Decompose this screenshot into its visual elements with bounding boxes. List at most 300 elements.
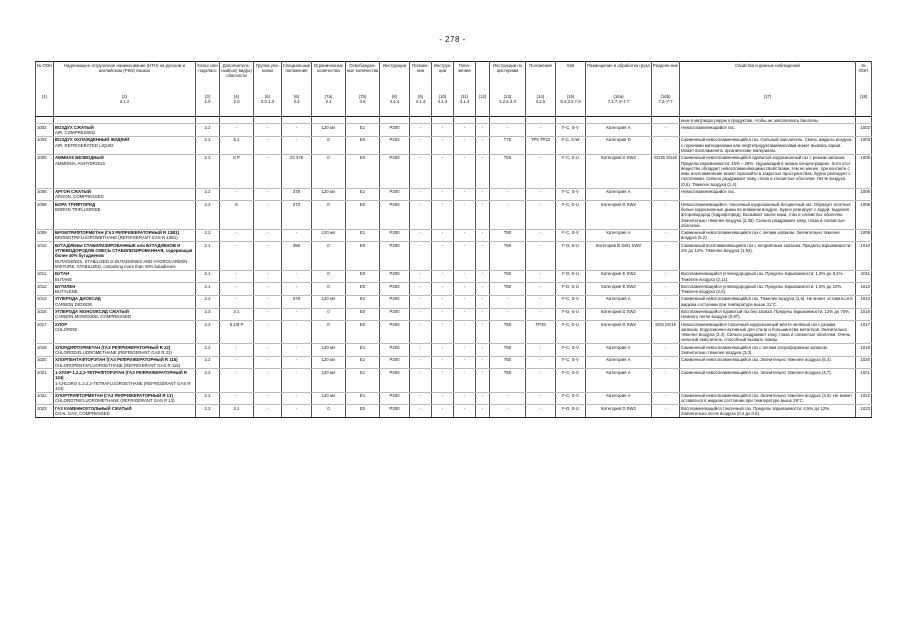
cell-sub: 8 — [220, 201, 254, 229]
column-index: (7a) — [324, 93, 333, 99]
cell-c12: - — [476, 321, 490, 344]
cell-pg: - — [254, 356, 282, 369]
shipping-name-en: COAL GAS, COMPRESSED — [55, 411, 110, 417]
cell-pi: P200 — [380, 356, 410, 369]
column-header-un2: № ООН — [856, 62, 872, 94]
cell-tp: - — [526, 270, 556, 283]
column-number-un2 — [856, 93, 872, 117]
column-number-stow — [586, 93, 652, 117]
column-index: (18) — [859, 93, 868, 99]
cell-pi: P203 — [380, 136, 410, 154]
cell-seg: - — [652, 369, 680, 392]
cell-props: Воспламеняющийся ядовитый газ без запаха. Пределы взрываемости: 12% до 75%. Немного легче воздуха (0,97). — [680, 308, 856, 321]
cell-shipping-name — [54, 124, 196, 137]
column-header-sp: Специальные положения — [282, 62, 312, 94]
column-index: (16b) — [660, 93, 671, 99]
cell-pp: - — [410, 124, 432, 137]
table-row — [36, 283, 872, 296]
cell-c12: - — [476, 283, 490, 296]
cell-tp: - — [526, 201, 556, 229]
cell-pg: - — [254, 242, 282, 270]
cell-ems: F-C, S-V — [556, 344, 586, 357]
column-reference: 2.0 — [233, 98, 240, 104]
cell-un: 1018 — [36, 344, 54, 357]
cell-un — [36, 117, 54, 124]
cell-eq: E1 — [346, 392, 380, 405]
cell-shipping-name — [54, 201, 196, 229]
cell-cls: 2.2 — [196, 136, 220, 154]
cell-stow: Категория A — [586, 356, 652, 369]
cell-lq: 0 — [312, 242, 346, 270]
cell-pg: - — [254, 201, 282, 229]
cell-tp: - — [526, 356, 556, 369]
table-row — [36, 344, 872, 357]
cell-ibcp: - — [454, 392, 476, 405]
shipping-name-ru: УГЛЕРОДА ДИОКСИД — [55, 296, 101, 302]
shipping-name-ru: ХЛОР — [55, 321, 68, 327]
cell-un2: 1022 — [856, 392, 872, 405]
cell-tp: - — [526, 283, 556, 296]
cell-tp: TP19 — [526, 321, 556, 344]
shipping-name-en: BORON TRIFLUORIDE — [55, 206, 101, 212]
column-header-pi: Инструкции — [380, 62, 410, 94]
cell-un2: 1018 — [856, 344, 872, 357]
column-header-pp: Положе-ния — [410, 62, 432, 94]
cell-pg: - — [254, 295, 282, 308]
cell-ti: T50 — [490, 270, 526, 283]
cell-sub: - — [220, 242, 254, 270]
cell-ems: F-C, S-V — [556, 188, 586, 201]
cell-sub: - — [220, 270, 254, 283]
cell-un: 1011 — [36, 270, 54, 283]
shipping-name-en: BUTADIENES, STABILIZED or BUTADIENES AND HYDROCARBON MIXTURE, STABILIZED, containing more than 40% butadienes — [55, 258, 188, 269]
cell-eq: E0 — [346, 136, 380, 154]
cell-sub — [220, 117, 254, 124]
cell-ibcp: - — [454, 405, 476, 418]
cell-pp: - — [410, 295, 432, 308]
cell-props: Невоспламеняющийся газ. — [680, 188, 856, 201]
cell-un: 1021 — [36, 369, 54, 392]
cell-ems: F-D, S-U — [556, 405, 586, 418]
cell-un2 — [856, 117, 872, 124]
cell-c12: - — [476, 124, 490, 137]
cell-eq: E0 — [346, 242, 380, 270]
cell-tp: - — [526, 405, 556, 418]
cell-pi: P200 — [380, 270, 410, 283]
cell-eq: E0 — [346, 308, 380, 321]
cell-shipping-name — [54, 242, 196, 270]
cell-props: Сжиженный невоспламеняющийся ядовитый коррозионный газ с резким запахом. Пределы взрываемости: 15% – 28%. Удушающий в низких концентрациях. Хотя этот вещество обладает невоспламеняющими свойствами, тем не менее, при контакте с ним, воспламенение может произойти в закрытых пространствах. Бурно реагирует с галогенами. Сильно раздражает кожу, глаза и слизистые оболочки. Легче воздуха (0,6). Тяжелее воздуха (1,4). — [680, 154, 856, 188]
column-reference: 4.2.5 — [535, 98, 546, 104]
shipping-name-ru: БУТАДИЕНЫ СТАБИЛИЗИРОВАННЫЕ или БУТАДИЕНОВ И УГЛЕВОДОРОДОВ СМЕСЬ СТАБИЛИЗИРОВАННАЯ, содержащая более 40% бутадиенов — [55, 242, 193, 259]
cell-lq: 0 — [312, 283, 346, 296]
table-row — [36, 242, 872, 270]
shipping-name-en: AMMONIA, ANHYDROUS — [55, 160, 106, 166]
cell-ibcp: - — [454, 154, 476, 188]
cell-ibcp: - — [454, 295, 476, 308]
cell-ibci: - — [432, 369, 454, 392]
column-number-cls — [196, 93, 220, 117]
cell-ti: T50 — [490, 356, 526, 369]
column-header-name: Надлежащее отгрузочное наименование (НТН) на русском и английском (PSN) языках — [54, 62, 196, 94]
cell-un: 1005 — [36, 154, 54, 188]
cell-ibcp: - — [454, 356, 476, 369]
cell-pg: - — [254, 124, 282, 137]
cell-un: 1013 — [36, 295, 54, 308]
cell-stow: Категория A — [586, 295, 652, 308]
cell-ems: F-C, S-V — [556, 124, 586, 137]
cell-cls: 2.1 — [196, 283, 220, 296]
cell-seg: - — [652, 136, 680, 154]
cell-ti: - — [490, 124, 526, 137]
shipping-name-ru: ХЛОРПЕНТАФТОРЭТАН (ГАЗ РЕФРИЖЕРАТОРНЫЙ R 115) — [55, 357, 178, 363]
column-header-sub: Дополнитель-ный(ые) вид(ы) опасности — [220, 62, 254, 94]
column-number-ibci — [432, 93, 454, 117]
cell-lq: 120 мл — [312, 124, 346, 137]
cell-ti: - — [490, 295, 526, 308]
cell-stow: Категория D — [586, 136, 652, 154]
cell-pg: - — [254, 392, 282, 405]
column-header-tp: Положения — [526, 62, 556, 94]
cell-shipping-name — [54, 117, 196, 124]
cell-ibcp: - — [454, 308, 476, 321]
cell-stow — [586, 117, 652, 124]
cell-cls: 2.2 — [196, 369, 220, 392]
cell-un2: 1021 — [856, 369, 872, 392]
cell-lq: 120 мл — [312, 295, 346, 308]
shipping-name-ru: АММИАК БЕЗВОДНЫЙ — [55, 155, 104, 161]
cell-ibci: - — [432, 136, 454, 154]
cell-shipping-name — [54, 369, 196, 392]
column-reference: 4.2.5 4.3 — [499, 98, 516, 104]
shipping-name-en: CHLOROTRIFLUOROMETHANE (REFRIGERANT GAS R 13) — [55, 398, 175, 404]
cell-pg: - — [254, 369, 282, 392]
shipping-name-ru: ГАЗ КАМЕННОУГОЛЬНЫЙ СЖАТЫЙ — [55, 405, 132, 411]
column-reference: 4.1.4 — [437, 98, 448, 104]
cell-un2: 1006 — [856, 188, 872, 201]
cell-stow: Категория A — [586, 392, 652, 405]
column-header-c12 — [476, 62, 490, 94]
cell-eq: E1 — [346, 369, 380, 392]
column-index: (15) — [566, 93, 575, 99]
cell-ems: F-C, S-W — [556, 136, 586, 154]
cell-cls: 2.2 — [196, 295, 220, 308]
cell-ti: T50 — [490, 283, 526, 296]
column-number-sp — [282, 93, 312, 117]
cell-ibci: - — [432, 308, 454, 321]
cell-pp: - — [410, 356, 432, 369]
cell-pg: - — [254, 188, 282, 201]
cell-lq: 120 мл — [312, 392, 346, 405]
cell-sub: 2.1 — [220, 308, 254, 321]
cell-un: 1017 — [36, 321, 54, 344]
cell-shipping-name — [54, 344, 196, 357]
shipping-name-en: BUTYLENE — [55, 289, 78, 295]
column-header-pg: Группа упа-ковки — [254, 62, 282, 94]
column-number-c12 — [476, 93, 490, 117]
cell-stow: Категория A — [586, 188, 652, 201]
column-number-props — [680, 93, 856, 117]
cell-stow: Категория D SW2 — [586, 154, 652, 188]
cell-props: Воспламеняющийся токсичный газ. Пределы взрываемости: 4,5% до 12%. Значительно легче воздуха (0,4 до 0,6). — [680, 405, 856, 418]
cell-props: Воспламеняющийся углеводородный газ. Пределы взрываемости: 1,6% до 10%. Тяжелее воздуха (2,0). — [680, 283, 856, 296]
cell-props: Сжиженный невоспламеняющийся газ с легким хлороформным запахом. Значительно тяжелее воздуха (3,0). — [680, 344, 856, 357]
shipping-name-ru: БУТИЛЕН — [55, 283, 76, 289]
cell-sub: 2.1 — [220, 405, 254, 418]
table-row — [36, 356, 872, 369]
shipping-name-ru: АРГОН СЖАТЫЙ — [55, 189, 91, 195]
cell-pi: P200 — [380, 201, 410, 229]
cell-lq: 0 — [312, 154, 346, 188]
cell-c12: - — [476, 369, 490, 392]
column-header-cls: Класс или подкласс — [196, 62, 220, 94]
cell-stow: Категория A — [586, 344, 652, 357]
cell-seg: - — [652, 283, 680, 296]
shipping-name-ru: УГЛЕРОДА МОНООКСИД СЖАТЫЙ — [55, 309, 129, 314]
table-row — [36, 229, 872, 242]
cell-pi: P200 — [380, 242, 410, 270]
cell-shipping-name — [54, 270, 196, 283]
cell-eq: E0 — [346, 201, 380, 229]
cell-seg: - — [652, 124, 680, 137]
column-index: (9) — [417, 93, 424, 99]
cell-pi: P200 — [380, 229, 410, 242]
column-index: (12) — [478, 93, 487, 99]
table-row — [36, 369, 872, 392]
cell-lq: 0 — [312, 136, 346, 154]
cell-sp: - — [282, 321, 312, 344]
cell-shipping-name — [54, 283, 196, 296]
cell-c12: - — [476, 229, 490, 242]
cell-ibcp: - — [454, 283, 476, 296]
column-reference: 2.0.1.3 — [260, 98, 275, 104]
cell-c12: - — [476, 242, 490, 270]
cell-un: 1008 — [36, 201, 54, 229]
column-reference: 2.0 — [204, 98, 211, 104]
column-reference: 4.1.4 — [459, 98, 470, 104]
cell-stow: Категория A — [586, 369, 652, 392]
cell-sp: - — [282, 270, 312, 283]
column-header-props: Свойства и данные наблюдений — [680, 62, 856, 94]
column-header-seg: Разделе-ние — [652, 62, 680, 94]
cell-pg: - — [254, 136, 282, 154]
column-header-un: № ООН — [36, 62, 54, 94]
shipping-name-en: AIR, REFRIGERATED LIQUID — [55, 142, 114, 148]
cell-seg: - — [652, 188, 680, 201]
column-index: (8) — [391, 93, 398, 99]
cell-pp: - — [410, 308, 432, 321]
column-index: (13) — [503, 93, 512, 99]
column-reference: 3.3 — [293, 98, 300, 104]
cell-seg: - — [652, 201, 680, 229]
cell-un: 1006 — [36, 188, 54, 201]
cell-seg — [652, 117, 680, 124]
cell-sub: 8 P — [220, 154, 254, 188]
cell-pi: P200 — [380, 405, 410, 418]
cell-ibci: - — [432, 321, 454, 344]
cell-eq: E1 — [346, 188, 380, 201]
cell-pi: P200 — [380, 295, 410, 308]
cell-seg: - — [652, 344, 680, 357]
cell-tp: - — [526, 308, 556, 321]
cell-lq: 0 — [312, 405, 346, 418]
column-index: (6) — [293, 93, 300, 99]
cell-sub: - — [220, 188, 254, 201]
cell-ems: F-C, S-U — [556, 201, 586, 229]
cell-stow: Категория A — [586, 229, 652, 242]
column-number-tp — [526, 93, 556, 117]
cell-ti — [490, 117, 526, 124]
cell-sub: - — [220, 229, 254, 242]
cell-props: Воспламеняющийся углеводородный газ. Пределы взрываемости: 1,8% до 8,4%. Тяжелее воздуха (2,11). — [680, 270, 856, 283]
cell-ems: F-C, S-V — [556, 295, 586, 308]
column-index: (1) — [41, 93, 48, 99]
cell-shipping-name — [54, 154, 196, 188]
cell-lq: 0 — [312, 321, 346, 344]
cell-un: 1003 — [36, 136, 54, 154]
cell-lq — [312, 117, 346, 124]
cell-pp: - — [410, 283, 432, 296]
shipping-name-en: BUTANE — [55, 276, 73, 282]
header-row — [36, 62, 872, 94]
shipping-name-en: AIR, COMPRESSED — [55, 130, 96, 136]
cell-ems: F-D, S-U — [556, 270, 586, 283]
cell-un2: 1002 — [856, 124, 872, 137]
column-header-ems: АвК — [556, 62, 586, 94]
cell-ems: F-C, S-V — [556, 392, 586, 405]
column-index: (2) — [121, 93, 128, 99]
table-row — [36, 124, 872, 137]
cell-pi: P200 — [380, 188, 410, 201]
cell-sp: - — [282, 405, 312, 418]
cell-un2: 1012 — [856, 283, 872, 296]
cell-sp: - — [282, 308, 312, 321]
cell-ibci: - — [432, 295, 454, 308]
cell-sp: - — [282, 369, 312, 392]
cell-stow: Категория D SW2 — [586, 201, 652, 229]
column-reference: 7.1 7.3–7.7 — [607, 98, 630, 104]
cell-props: ным в матрицах рядом к продуктам, чтобы не заполнялись баллоны. — [680, 117, 856, 124]
cell-cls: 2.3 — [196, 405, 220, 418]
cell-un: 1002 — [36, 124, 54, 137]
cell-ibci: - — [432, 124, 454, 137]
column-number-sub — [220, 93, 254, 117]
cell-ibci: - — [432, 356, 454, 369]
cell-tp: - — [526, 392, 556, 405]
cell-pp — [410, 117, 432, 124]
table-row — [36, 188, 872, 201]
cell-seg: - — [652, 295, 680, 308]
cell-ems: F-C, S-U — [556, 154, 586, 188]
cell-stow: Категория A — [586, 124, 652, 137]
column-header-eq: Освобожден-ные количества — [346, 62, 380, 94]
cell-sp: - — [282, 356, 312, 369]
cell-stow: Категория D SW2 — [586, 308, 652, 321]
column-number-ibcp — [454, 93, 476, 117]
cell-ibci: - — [432, 242, 454, 270]
cell-pp: - — [410, 321, 432, 344]
cell-un2: 1016 — [856, 308, 872, 321]
shipping-name-en: BROMOTRIFLUOROMETHANE (REFRIGERANT GAS R 13B1) — [55, 235, 178, 241]
cell-ibcp: - — [454, 344, 476, 357]
cell-cls: 2.3 — [196, 321, 220, 344]
cell-un: 1009 — [36, 229, 54, 242]
shipping-name-en: CHLORODIFLUOROMETHANE (REFRIGERANT GAS R 22) — [55, 350, 172, 356]
cell-props: Сжиженный невоспламеняющийся газ. Сильный окислитель. Смесь жидкого воздуха с горючими материалами или нефтепродуктами/маслами может вызвать взрыв. Может воспламенять органические материалы. — [680, 136, 856, 154]
cell-c12: - — [476, 405, 490, 418]
cell-eq: E0 — [346, 283, 380, 296]
cell-shipping-name — [54, 392, 196, 405]
cell-c12: - — [476, 136, 490, 154]
cell-props: Сжиженный невоспламеняющийся газ с легким запахом. Значительно тяжелее воздуха (5,2). — [680, 229, 856, 242]
cell-sp: 386 — [282, 242, 312, 270]
cell-un: 1020 — [36, 356, 54, 369]
column-index: (17) — [763, 93, 772, 99]
cell-seg: - — [652, 308, 680, 321]
dangerous-goods-list-table — [35, 61, 872, 418]
cell-tp: - — [526, 188, 556, 201]
column-reference: 4.1.4 — [389, 98, 400, 104]
cell-shipping-name — [54, 295, 196, 308]
cell-pg: - — [254, 270, 282, 283]
cell-lq: 120 мл — [312, 229, 346, 242]
cell-pp: - — [410, 154, 432, 188]
cell-tp: TP5 TP22 — [526, 136, 556, 154]
cell-ibci: - — [432, 392, 454, 405]
cell-ibci: - — [432, 201, 454, 229]
cell-sp: 378 — [282, 295, 312, 308]
cell-un2: 1010 — [856, 242, 872, 270]
cell-un: 1010 — [36, 242, 54, 270]
cell-sub: - — [220, 369, 254, 392]
cell-ti: T75 — [490, 136, 526, 154]
cell-tp: - — [526, 229, 556, 242]
column-number-eq — [346, 93, 380, 117]
cell-pi: P200 — [380, 124, 410, 137]
cell-ems: F-C, S-V — [556, 229, 586, 242]
table-row — [36, 201, 872, 229]
cell-tp: - — [526, 154, 556, 188]
cell-cls: 2.2 — [196, 356, 220, 369]
cell-pp: - — [410, 229, 432, 242]
cell-ibci: - — [432, 229, 454, 242]
cell-seg: SG35 SG46 — [652, 154, 680, 188]
cell-sp: - — [282, 229, 312, 242]
cell-un2: 1008 — [856, 201, 872, 229]
column-index: (11) — [460, 93, 469, 99]
column-header-lq: Ограниченные количества — [312, 62, 346, 94]
shipping-name-ru: БОРА ТРИФТОРИД — [55, 201, 96, 207]
cell-sub: 5.1 — [220, 136, 254, 154]
cell-c12: - — [476, 344, 490, 357]
cell-c12: - — [476, 270, 490, 283]
cell-c12 — [476, 117, 490, 124]
cell-pi: P200 — [380, 154, 410, 188]
cell-c12: - — [476, 356, 490, 369]
cell-pg: - — [254, 321, 282, 344]
column-number-lq — [312, 93, 346, 117]
cell-ibci: - — [432, 188, 454, 201]
column-header-stow: Размещение и обработка груза — [586, 62, 652, 94]
cell-un2: 1020 — [856, 356, 872, 369]
cell-ibci: - — [432, 344, 454, 357]
cell-ibcp: - — [454, 369, 476, 392]
cell-ems: F-C, S-V — [556, 369, 586, 392]
cell-sp: - — [282, 283, 312, 296]
cell-ibcp: - — [454, 188, 476, 201]
cell-ibci — [432, 117, 454, 124]
cell-pg: - — [254, 405, 282, 418]
